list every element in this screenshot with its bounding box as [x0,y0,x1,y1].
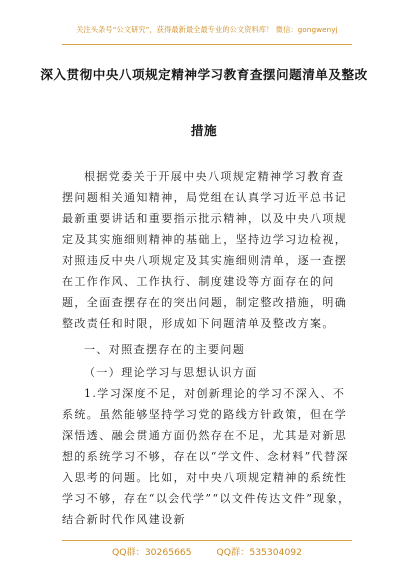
document-title-line2: 措施 [190,123,218,138]
header-promo-text: 关注头条号“公文研究”，获得最新最全最专业的公文资料库！ 微信：gongwenyj [76,25,338,34]
section-heading: 一、对照查摆存在的主要问题 [84,343,246,356]
intro-paragraph: 根据党委关于开展中央八项规定精神学习教育查摆问题相关通知精神，局党组在认真学习近平总书记最新重要讲话和重要指示批示精神，以及中央八项规定及其实施细则精神的基础上，坚持边学习边检视，对照违反中央八项规定及其实施细则清单，逐一查摆在工作作风、工作执行、制度建设等方面存在的问题，全面查摆存在的突出问题，制定整改措施，明确整改责任和时限，形成如下问题清单及整改方案。 [62,170,348,330]
subsection-heading: （一）理论学习与思想认识方面 [84,366,258,379]
document-title-line1: 深入贯彻中央八项规定精神学习教育查摆问题清单及整改 [40,67,368,82]
footer-qq-group-1: QQ群：30265665 [112,547,192,558]
header-banner [62,22,352,45]
body-paragraph: 1.学习深度不足，对创新理论的学习不深入、不系统。虽然能够坚持学习党的路线方针政策，但在学深悟透、融会贯通方面仍然存在不足，尤其是对新思想的系统学习不够，存在以“学文件、念材料”代替深入思考的问题。比如，对中央八项规定精神的系统性学习不够，存在“以会代学”“以文件传达文件”现象，结合新时代作风建设新 [62,387,351,526]
footer-contact [62,544,352,558]
footer-qq-group-2: QQ群：535304092 [216,547,302,558]
footer-banner [62,540,352,567]
